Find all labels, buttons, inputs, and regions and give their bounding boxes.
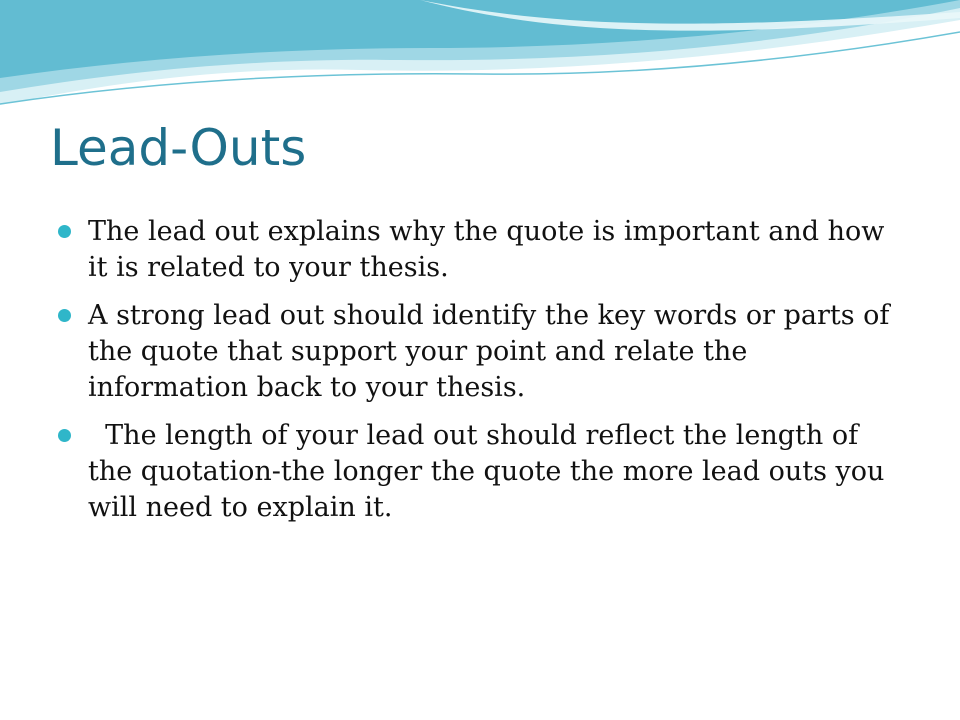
bullet-dot-icon: [58, 309, 71, 322]
bullet-dot-icon: [58, 429, 71, 442]
bullet-text: A strong lead out should identify the key words or parts of the quote that support your point and relate the information back to your thesis.: [88, 300, 898, 403]
bullet-dot-icon: [58, 225, 71, 238]
bullet-item-2: [58, 298, 908, 406]
header-wave-decoration: [0, 0, 960, 110]
bullet-text: The lead out explains why the quote is important and how it is related to your thesis.: [88, 216, 894, 283]
bullet-text: The length of your lead out should reflect the length of the quotation-the longer the quote the more lead outs you will need to explain it.: [88, 420, 894, 523]
bullet-list: [58, 214, 908, 538]
bullet-item-1: [58, 214, 908, 286]
bullet-item-3: [58, 418, 908, 526]
slide-title: Lead-Outs: [50, 119, 307, 177]
